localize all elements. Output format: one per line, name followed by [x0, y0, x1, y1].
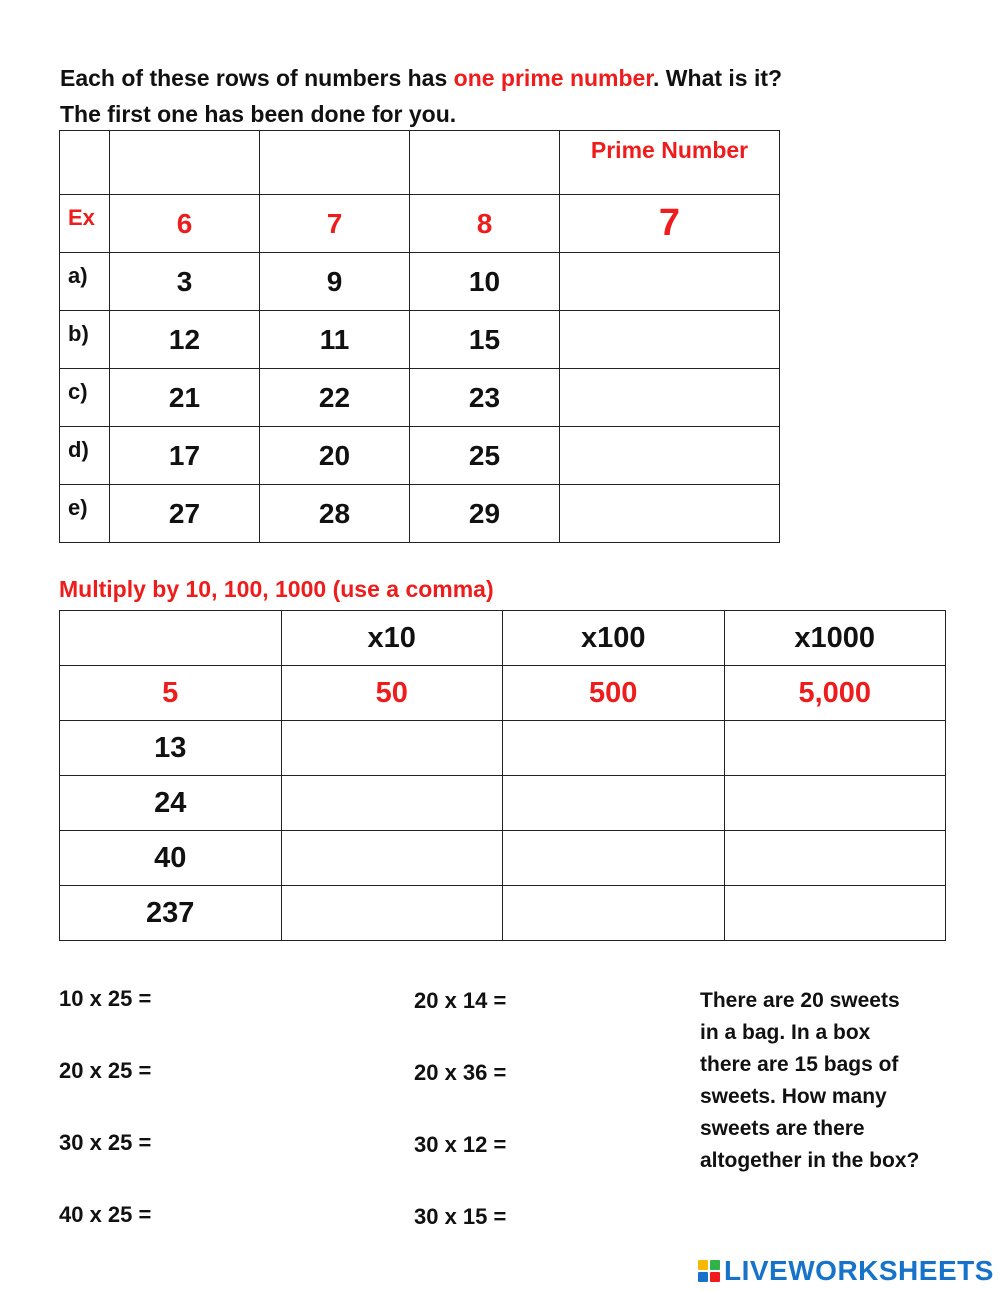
number-cell: 28	[260, 485, 410, 543]
number-cell: 20	[260, 427, 410, 485]
number-cell: 10	[410, 253, 560, 311]
number-cell: 6	[110, 195, 260, 253]
number-cell: 11	[260, 311, 410, 369]
question-20x36: 20 x 36 =	[414, 1060, 507, 1085]
word-problem-line: there are 15 bags of	[700, 1053, 899, 1076]
base-value: 237	[60, 886, 282, 941]
result-cell: 50	[281, 666, 503, 721]
multiply-table	[59, 610, 946, 941]
number-cell: 8	[410, 195, 560, 253]
word-problem-line: in a bag. In a box	[700, 1021, 871, 1044]
row-label: c)	[60, 369, 110, 427]
answer-input-e[interactable]	[560, 485, 780, 543]
example-row	[60, 666, 946, 721]
table-row	[60, 776, 946, 831]
number-cell: 9	[260, 253, 410, 311]
question-30x15: 30 x 15 =	[414, 1204, 507, 1229]
answer-input-x1000[interactable]	[724, 831, 946, 886]
number-cell: 21	[110, 369, 260, 427]
prime-number-table	[59, 130, 780, 543]
word-problem	[700, 985, 960, 1177]
column-header: x100	[503, 611, 725, 666]
word-problem-line: There are 20 sweets	[700, 989, 900, 1012]
example-answer: 7	[560, 195, 780, 253]
number-cell: 3	[110, 253, 260, 311]
answer-input-x10[interactable]	[281, 721, 503, 776]
number-cell: 7	[260, 195, 410, 253]
brand-name: LIVEWORKSHEETS	[724, 1255, 994, 1286]
word-problem-line: sweets are there	[700, 1117, 865, 1140]
result-cell: 5,000	[724, 666, 946, 721]
row-label: b)	[60, 311, 110, 369]
liveworksheets-logo	[698, 1255, 994, 1287]
question-40x25: 40 x 25 =	[59, 1202, 152, 1227]
multiply-title: Multiply by 10, 100, 1000 (use a comma)	[59, 576, 494, 602]
table-header-row	[60, 611, 946, 666]
example-row	[60, 195, 780, 253]
table-row	[60, 886, 946, 941]
table-row	[60, 721, 946, 776]
prime-number-header: Prime Number	[560, 131, 780, 195]
instruction-line-1: Each of these rows of numbers has one prime number. What is it?	[60, 65, 783, 91]
answer-input-x10[interactable]	[281, 776, 503, 831]
word-problem-line: sweets. How many	[700, 1085, 887, 1108]
column-header: x1000	[724, 611, 946, 666]
number-cell: 27	[110, 485, 260, 543]
table-row	[60, 485, 780, 543]
number-cell: 29	[410, 485, 560, 543]
question-10x25: 10 x 25 =	[59, 986, 152, 1011]
answer-input-c[interactable]	[560, 369, 780, 427]
answer-input-x1000[interactable]	[724, 886, 946, 941]
base-value: 40	[60, 831, 282, 886]
answer-input-x10[interactable]	[281, 886, 503, 941]
number-cell: 25	[410, 427, 560, 485]
base-value: 13	[60, 721, 282, 776]
answer-input-x100[interactable]	[503, 886, 725, 941]
answer-input-x10[interactable]	[281, 831, 503, 886]
instruction-line-2: The first one has been done for you.	[60, 101, 457, 127]
number-cell: 12	[110, 311, 260, 369]
number-cell: 23	[410, 369, 560, 427]
answer-input-x100[interactable]	[503, 831, 725, 886]
logo-icon	[698, 1260, 720, 1282]
answer-input-b[interactable]	[560, 311, 780, 369]
table-row	[60, 831, 946, 886]
base-value: 5	[60, 666, 282, 721]
question-30x12: 30 x 12 =	[414, 1132, 507, 1157]
question-20x25: 20 x 25 =	[59, 1058, 152, 1083]
table-row	[60, 427, 780, 485]
word-problem-line: altogether in the box?	[700, 1149, 920, 1172]
table-row	[60, 253, 780, 311]
number-cell: 17	[110, 427, 260, 485]
table-row	[60, 311, 780, 369]
table-header-row	[60, 131, 780, 195]
answer-input-d[interactable]	[560, 427, 780, 485]
instructions	[60, 60, 782, 132]
result-cell: 500	[503, 666, 725, 721]
column-header: x10	[281, 611, 503, 666]
highlight-text: one prime number	[453, 65, 654, 91]
row-label: a)	[60, 253, 110, 311]
row-label: e)	[60, 485, 110, 543]
base-value: 24	[60, 776, 282, 831]
answer-input-x100[interactable]	[503, 776, 725, 831]
row-label: d)	[60, 427, 110, 485]
answer-input-x100[interactable]	[503, 721, 725, 776]
number-cell: 22	[260, 369, 410, 427]
row-label: Ex	[60, 195, 110, 253]
table-row	[60, 369, 780, 427]
answer-input-x1000[interactable]	[724, 776, 946, 831]
number-cell: 15	[410, 311, 560, 369]
question-30x25: 30 x 25 =	[59, 1130, 152, 1155]
answer-input-a[interactable]	[560, 253, 780, 311]
question-20x14: 20 x 14 =	[414, 988, 507, 1013]
answer-input-x1000[interactable]	[724, 721, 946, 776]
